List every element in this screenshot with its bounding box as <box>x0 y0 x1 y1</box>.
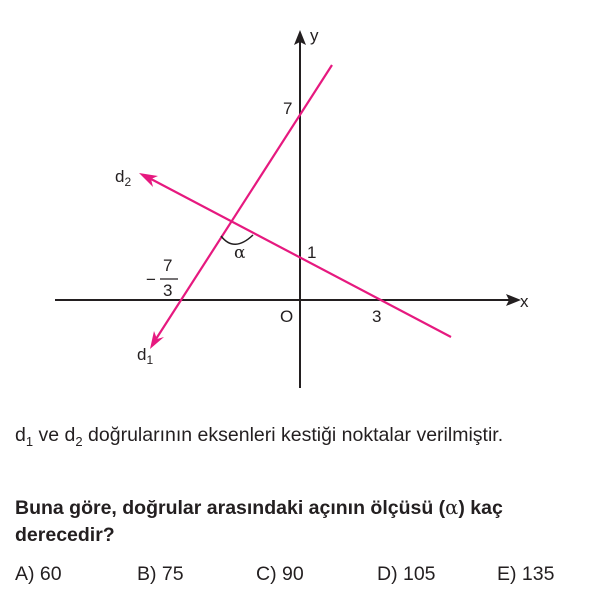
x-tick-neg-denominator: 3 <box>163 281 173 300</box>
option-c[interactable]: C) 90 <box>256 563 304 585</box>
option-e[interactable]: E) 135 <box>497 563 555 585</box>
statement-d1: d <box>15 424 26 446</box>
option-a[interactable]: A) 60 <box>15 563 62 585</box>
statement-ve: ve <box>33 424 65 446</box>
statement-d2: d <box>64 424 76 446</box>
line-d1-name: d <box>137 345 147 364</box>
line-d2-subscript: 2 <box>124 175 132 189</box>
x-tick-neg-sign: − <box>146 270 156 289</box>
x-tick-neg-numerator: 7 <box>163 256 173 275</box>
question-part2: ) kaç derecedir? <box>15 497 503 546</box>
question-part1: Buna göre, doğrular arasındaki açının ölçüsü ( <box>15 497 446 519</box>
y-tick-1: 1 <box>307 243 317 262</box>
y-axis-label: y <box>310 26 319 45</box>
statement-rest: doğrularının eksenleri kestiği noktalar verilmiştir. <box>82 424 504 446</box>
problem-statement <box>15 422 587 455</box>
question-text <box>15 494 587 549</box>
line-d1-arrow-icon <box>150 331 164 349</box>
question-alpha: α <box>445 496 459 519</box>
x-axis-label: x <box>520 292 529 311</box>
line-d1 <box>156 65 332 339</box>
x-tick-3: 3 <box>372 307 382 326</box>
statement-d1-sub: 1 <box>25 433 34 449</box>
line-d1-label <box>137 345 153 367</box>
line-d2-name: d <box>115 167 125 186</box>
line-d2-label <box>115 167 131 189</box>
option-b[interactable]: B) 75 <box>137 563 184 585</box>
line-d1-subscript: 1 <box>146 353 154 367</box>
option-d[interactable]: D) 105 <box>377 563 436 585</box>
y-tick-7: 7 <box>283 99 293 118</box>
answer-options <box>15 563 590 591</box>
angle-label: α <box>234 243 246 263</box>
origin-label: O <box>280 307 294 326</box>
statement-d2-sub: 2 <box>75 433 83 449</box>
